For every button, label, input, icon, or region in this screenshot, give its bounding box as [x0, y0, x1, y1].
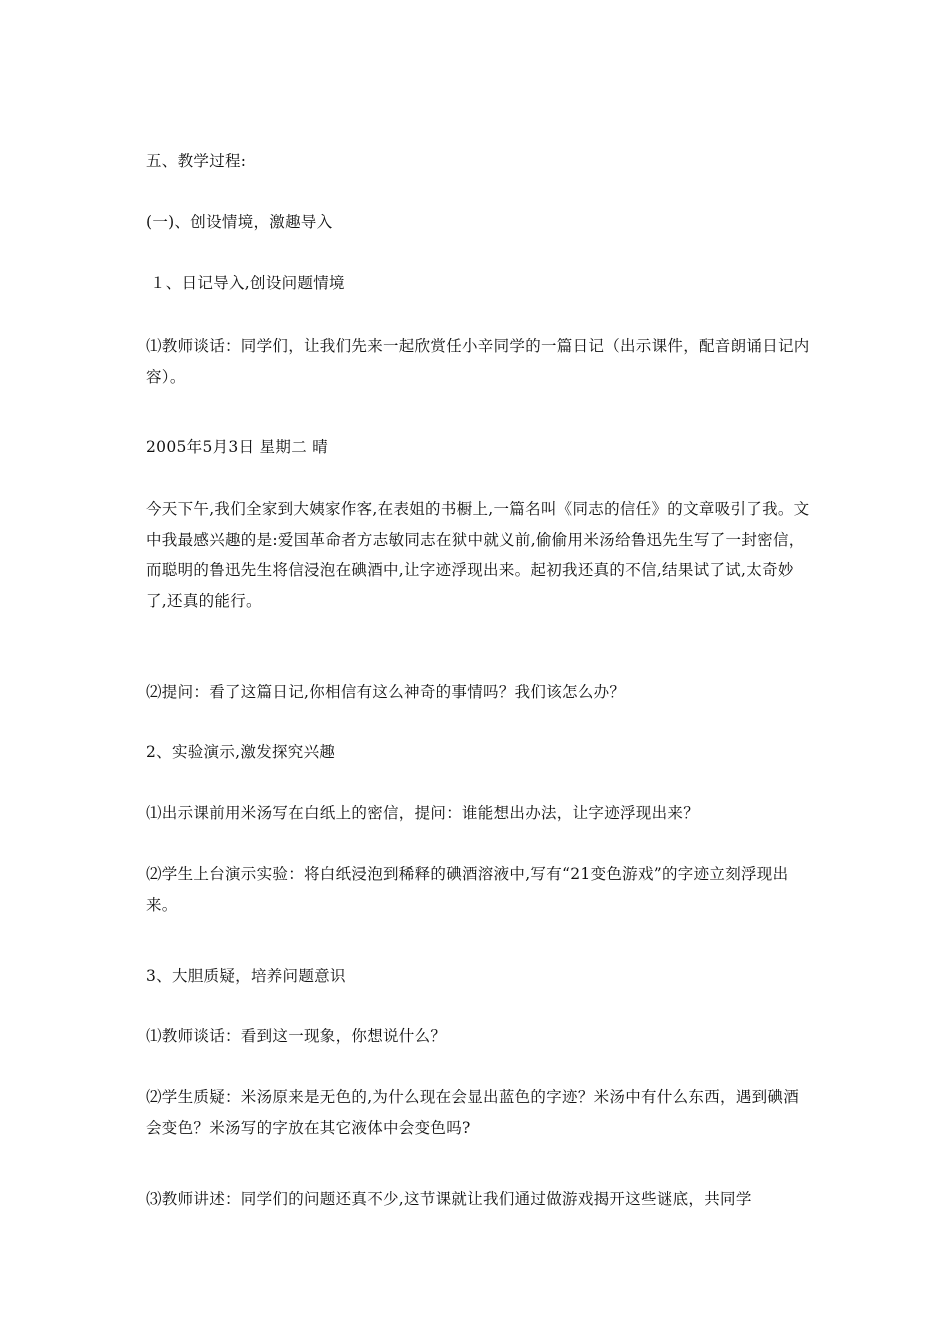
paragraph: ⑵学生上台演示实验：将白纸浸泡到稀释的碘酒溶液中,写有“21变色游戏”的字迹立刻浮现出来。 [146, 865, 789, 914]
paragraph: ⑴教师谈话：同学们，让我们先来一起欣赏任小辛同学的一篇日记（出示课件，配音朗诵日记内容）。 [146, 337, 810, 386]
paragraph: ⑴教师谈话：看到这一现象，你想说什么？ [146, 1027, 447, 1045]
paragraph: ⑶教师讲述：同学们的问题还真不少,这节课就让我们通过做游戏揭开这些谜底，共同学 [146, 1190, 752, 1208]
subsection-heading: (一)、创设情境，激趣导入 [146, 213, 333, 231]
diary-text: 今天下午,我们全家到大姨家作客,在表姐的书橱上,一篇名叫《同志的信任》的文章吸引了我。文中我最感兴趣的是:爱国革命者方志敏同志在狱中就义前,偷偷用米汤给鲁迅先生写了一封密信，而聪明的鲁迅先生将信浸泡在碘酒中,让字迹浮现出来。起初我还真的不信,结果试了试,太奇妙了,还真的能行。 [146, 500, 810, 610]
paragraph: ⑴出示课前用米汤写在白纸上的密信，提问：谁能想出办法，让字迹浮现出来？ [146, 804, 700, 822]
paragraph: ⑵学生质疑：米汤原来是无色的,为什么现在会显出蓝色的字迹？米汤中有什么东西，遇到碘酒会变色？米汤写的字放在其它液体中会变色吗? [146, 1088, 800, 1137]
section-heading: 五、教学过程: [146, 152, 247, 170]
paragraph: ⑵提问：看了这篇日记,你相信有这么神奇的事情吗？我们该怎么办？ [146, 683, 626, 701]
step-heading: 3、大胆质疑，培养问题意识 [146, 967, 346, 985]
step-heading: １、日记导入,创设问题情境 [150, 274, 345, 292]
diary-date: 2005年5月3日 星期二 晴 [146, 438, 329, 456]
step-heading: 2、实验演示,激发探究兴趣 [146, 743, 336, 761]
